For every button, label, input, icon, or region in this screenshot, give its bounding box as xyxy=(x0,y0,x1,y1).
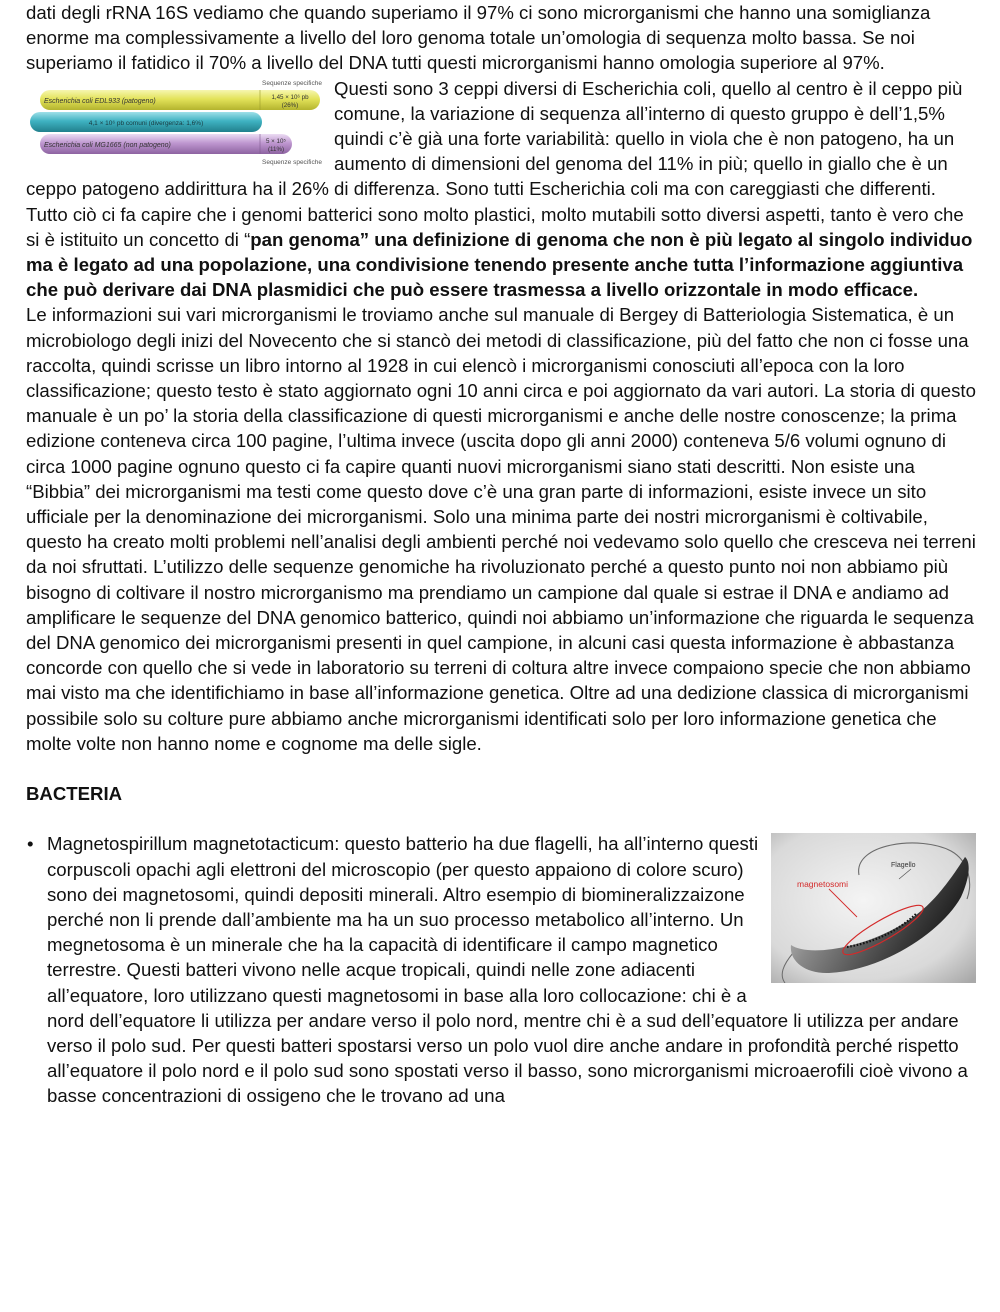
genome-bar-pathogenic-percent: (26%) xyxy=(281,101,299,109)
genome-caption-top: Sequenze specifiche xyxy=(262,79,322,87)
paragraph-bergey-manual: Le informazioni sui vari microrganismi le troviamo anche sul manuale di Bergey di Batteriologia Sistematica, è un microbiologo degli inizi del Novecento che si stancò dei metodi di classificazione, più del fatto che non ci fosse una raccolta, quindi scrisse un libro intorno al 1928 in cui elencò i microrganismi conosciuti all’epoca con la loro classificazione; questo testo è stato aggiornato ogni 10 anni circa e poi aggiornato da vari autori. La storia di questo manuale è un po’ la storia della classificazione di questi microrganismi e anche delle nostre conoscenze; la prima edizione conteneva circa 100 pagine, l’ultima invece (uscita dopo gli anni 2000) conteneva 5/6 volumi ognuno di circa 1000 pagine ognuno questo ci fa capire quanti nuovi microrganismi siano stati descritti. Non esiste una “Bibbia” dei microrganismi ma testi come questo dove c’è una gran parte di informazioni, esiste invece un sito ufficiale per la denominazione dei microrganismi. Solo una minima parte dei nostri microrganismi è coltivabile, questo ha creato molti problemi nell’analisi degli ambienti perché noi vedevamo solo quello che cresceva nei terreni da noi sfruttati. L’utilizzo delle sequenze genomiche ha rivoluzionato perché a questo punto noi non abbiamo più bisogno di coltivare il nostro microrganismo ma prendiamo un campione dal quale si estrae il DNA e andiamo ad amplificare le sequenze del DNA genomico batterico, quindi noi abbiamo un’informazione che riguarda le sequenza del DNA genomico dei microrganismi presenti in quel campione, in alcuni casi questa informazione è abbastanza concorde con quello che si vede in laboratorio su terreni di coltura altre invece compaiono specie che non abbiamo mai visto ma che identifichiamo in base all’informazione genetica. Oltre ad una dedizione classica di microrganismi possibile solo su colture pure abbiamo anche microrganismi identificati solo per loro informazione genetica che molte volte non hanno nome e cognome ma delle sigle. xyxy=(26,304,976,754)
bacteria-list xyxy=(26,831,976,1108)
genome-bar-nonpathogenic-percent: (11%) xyxy=(267,145,285,153)
genome-bar-nonpathogenic-size: 5 × 10⁵ xyxy=(266,137,286,145)
paragraph-escherichia-text: Questi sono 3 ceppi diversi di Escherichia coli, quello al centro è il ceppo più comune, la variazione di sequenza all’interno di questo gruppo è dell’1,5% quindi c’è già una forte variabilità: quello in viola che è non patogeno, ha un aumento di dimensioni del genoma del 11% in più; quello in giallo che è un ceppo patogeno addirittura ha il 26% di differenza. Sono tutti Escherichia coli ma con careggiasti che differenti. Tutto ciò ci fa capire che i genomi batterici sono molto plastici, molto mutabili sotto diversi aspetti, tanto è vero che si è istituito un concetto di “ xyxy=(26,77,964,250)
section-heading-bacteria: BACTERIA xyxy=(26,783,123,805)
genome-bar-pathogenic-label: Escherichia coli EDL933 (patogeno) xyxy=(44,97,156,105)
list-item-magnetospirillum xyxy=(26,831,976,1108)
magnetospirillum-description: Magnetospirillum magnetotacticum: questo batterio ha due flagelli, ha all’interno questi corpuscoli opachi agli elettroni del microscopio (per questo appaiono di colore scuro) sono dei magnetosomi, quindi depositi minerali. Altro esempio di biomineralizzaizone perché non li prende dall’ambiente ma ha un suo processo metabolico all’interno. Un megnetosoma è un minerale che ha la capacità di identificare il campo magnetico terrestre. Questi batteri vivono nelle acque tropicali, quindi nelle zone adiacenti all’equatore, loro utilizzano questi magnetosomi in base alla loro collocazione: chi è a nord dell’equatore li utilizza per andare verso il polo nord, mentre chi è a sud dell’equatore li utilizza per andare verso il polo sud. Per questi batteri spostarsi verso un polo vuol dire anche andare in profondità perché rispetto all’equatore il polo nord e il polo sud sono spostati verso il basso, sono microrganismi microaerofili cioè vivono a basse concentrazioni di ossigeno che le trovano ad una xyxy=(47,833,968,1107)
genome-caption-bottom: Sequenze specifiche xyxy=(262,158,322,166)
flagellum-label: Flagello xyxy=(891,862,916,870)
document-page xyxy=(26,0,976,1109)
genome-bar-common-label: 4,1 × 10⁶ pb comuni (divergenza: 1,6%) xyxy=(88,119,204,127)
genome-comparison-figure xyxy=(26,78,328,170)
pan-genome-definition: pan genoma” una definizione di genoma che non è più legato al singolo individuo ma è legato ad una popolazione, una condivisione tenendo presente anche tutta l’informazione aggiuntiva che può derivare dai DNA plasmidici che può essere trasmessa a livello orizzontale in modo efficace. xyxy=(26,228,973,301)
magnetospirillum-micrograph xyxy=(771,833,976,983)
genome-bar-nonpathogenic-label: Escherichia coli MG1665 (non patogeno) xyxy=(44,141,171,149)
magnetosome-label: • magnetosomi xyxy=(797,879,849,890)
paragraph-16s-homology: dati degli rRNA 16S vediamo che quando superiamo il 97% ci sono microrganismi che hanno una somiglianza enorme ma complessivamente a livello del loro genoma totale un’omologia di sequenza molto bassa. Se noi superiamo il fatidico il 70% a livello del DNA tutti questi microrganismi hanno omologia superiore al 97%. xyxy=(26,2,931,74)
genome-bar-pathogenic-size: 1,45 × 10⁶ pb xyxy=(271,93,309,101)
